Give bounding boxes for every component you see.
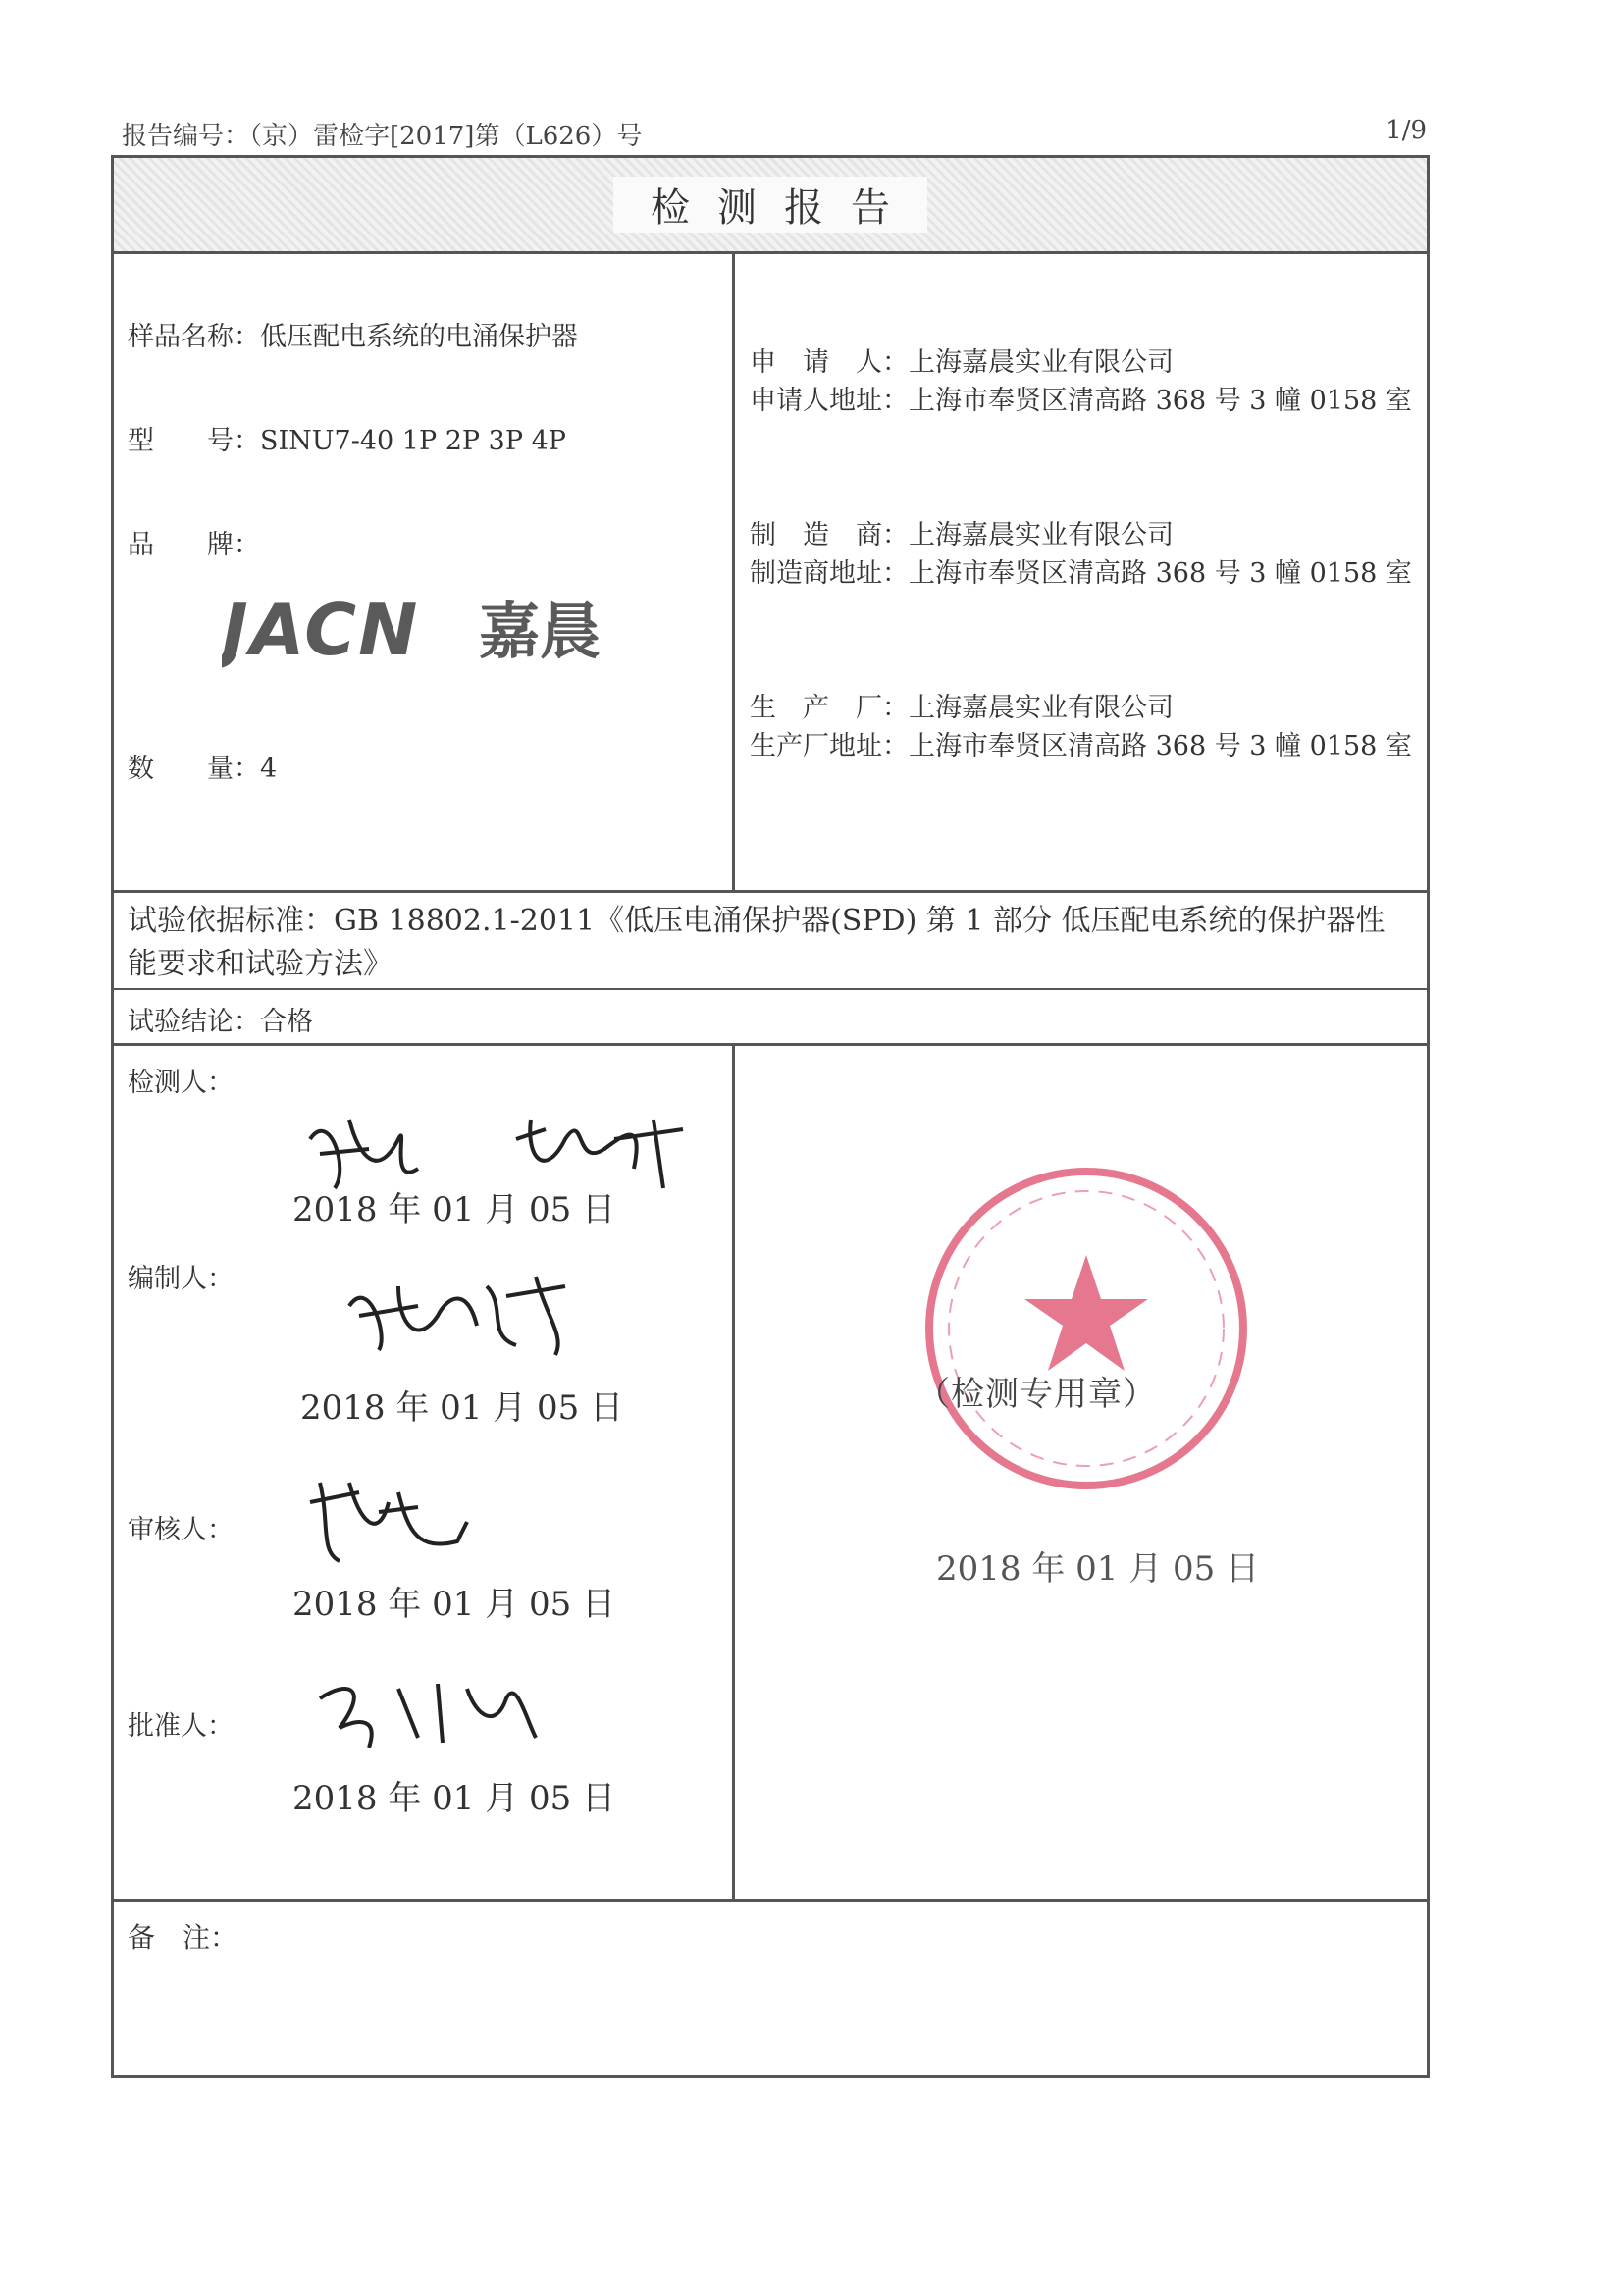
divider-signatures-top — [114, 1043, 1427, 1046]
applicant-address-row — [750, 380, 1417, 423]
remarks-label: 备 注： — [128, 1921, 238, 1954]
quantity-label: 数 量： — [128, 754, 260, 784]
inspection-seal — [915, 1157, 1258, 1500]
manufacturer-label: 制 造 商： — [750, 520, 909, 550]
brand-row — [128, 523, 260, 561]
compiler-date: 2018 年 01 月 05 日 — [300, 1388, 624, 1428]
report-title: 检测报告 — [613, 177, 927, 233]
reviewer-label: 审核人： — [128, 1515, 234, 1545]
applicant-address-value: 上海市奉贤区清高路 368 号 3 幢 0158 室 — [909, 386, 1412, 416]
approver-date: 2018 年 01 月 05 日 — [292, 1779, 616, 1818]
factory-row — [750, 686, 1174, 724]
divider-remarks-top — [114, 1899, 1427, 1902]
brand-logo — [222, 590, 624, 668]
manufacturer-address-value: 上海市奉贤区清高路 368 号 3 幢 0158 室 — [909, 558, 1412, 589]
tester-label: 检测人： — [128, 1068, 234, 1098]
test-standard-row — [128, 900, 1413, 986]
brand-label: 品 牌： — [128, 530, 260, 560]
factory-address-value: 上海市奉贤区清高路 368 号 3 幢 0158 室 — [909, 731, 1412, 761]
model-row — [128, 419, 566, 457]
reviewer-date: 2018 年 01 月 05 日 — [292, 1585, 616, 1624]
sample-name-row — [128, 315, 578, 353]
approver-label: 批准人： — [128, 1711, 234, 1742]
quantity-value: 4 — [260, 754, 278, 784]
applicant-value: 上海嘉晨实业有限公司 — [909, 347, 1174, 378]
quantity-row — [128, 747, 277, 785]
brand-logo-latin: JACN — [222, 590, 420, 668]
applicant-address-label: 申请人地址： — [750, 386, 909, 416]
reviewer-signature — [300, 1463, 477, 1571]
report-number: 报告编号：（京）雷检字[2017]第（L626）号 — [122, 122, 643, 151]
sample-name-label: 样品名称： — [128, 322, 260, 352]
model-label: 型 号： — [128, 426, 260, 456]
factory-address-label: 生产厂地址： — [750, 731, 909, 761]
conclusion-value: 合格 — [260, 1007, 313, 1037]
report-frame — [111, 155, 1430, 2078]
compiler-label: 编制人： — [128, 1264, 234, 1294]
model-value: SINU7-40 1P 2P 3P 4P — [260, 426, 566, 456]
divider-bottom-vertical — [732, 1043, 735, 1899]
brand-logo-chinese: 嘉晨 — [479, 596, 602, 667]
page-number: 1/9 — [1386, 116, 1427, 145]
title-band — [114, 158, 1427, 254]
factory-label: 生 产 厂： — [750, 693, 909, 723]
compiler-signature — [340, 1257, 595, 1365]
factory-address-row — [750, 725, 1417, 768]
sample-name-value: 低压配电系统的电涌保护器 — [260, 322, 578, 352]
manufacturer-address-label: 制造商地址： — [750, 558, 909, 589]
test-standard-value: GB 18802.1-2011《低压电涌保护器(SPD) 第 1 部分 低压配电系统的保护器性能要求和试验方法》 — [128, 904, 1386, 981]
report-header — [122, 116, 1427, 151]
applicant-row — [750, 340, 1174, 379]
conclusion-label: 试验结论： — [128, 1007, 260, 1037]
tester-date: 2018 年 01 月 05 日 — [292, 1190, 616, 1229]
conclusion-row — [128, 1000, 313, 1038]
manufacturer-address-row — [750, 552, 1417, 596]
factory-value: 上海嘉晨实业有限公司 — [909, 693, 1174, 723]
divider-conclusion-top — [114, 988, 1427, 990]
seal-caption: （检测专用章） — [916, 1375, 1157, 1414]
approver-signature — [310, 1659, 546, 1757]
divider-standard-top — [114, 890, 1427, 893]
applicant-label: 申 请 人： — [750, 347, 909, 378]
divider-top-vertical — [732, 254, 735, 890]
test-standard-label: 试验依据标准： — [128, 904, 334, 938]
seal-date: 2018 年 01 月 05 日 — [936, 1549, 1260, 1589]
manufacturer-row — [750, 513, 1174, 551]
manufacturer-value: 上海嘉晨实业有限公司 — [909, 520, 1174, 550]
